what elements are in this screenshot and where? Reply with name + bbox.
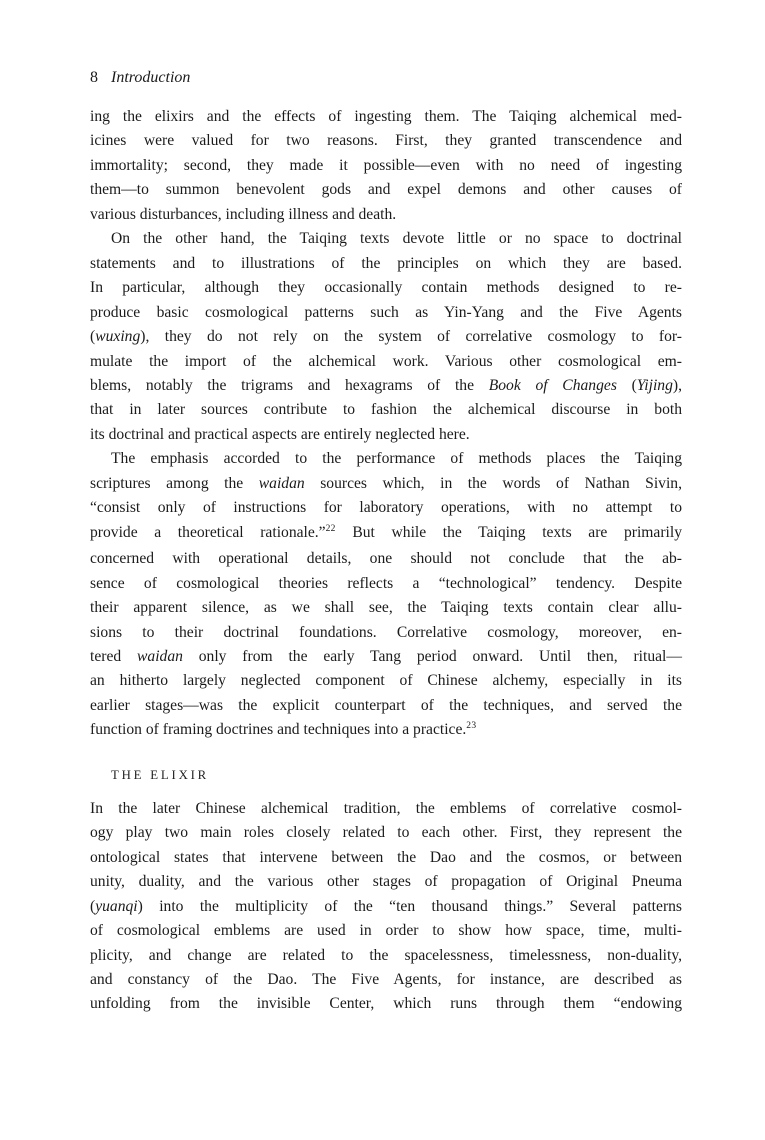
text-line [90,276,682,300]
text-run: and constancy of the Dao. The Five Agents, for instance, are described as [90,970,682,988]
section-heading-the-elixir: THE ELIXIR [111,767,210,782]
text-line [90,105,682,129]
text-run: ( [616,376,637,394]
text-run: icines were valued for two reasons. First, they granted transcendence and [90,132,682,150]
footnote-reference: 23 [466,721,477,732]
text-run: only from the early Tang period onward. Until then, ritual— [182,647,682,665]
text-run: sources which, in the words of Nathan Sivin, [304,474,682,492]
text-run: their apparent silence, as we shall see, the Taiqing texts contain clear allu- [90,599,682,617]
text-line [90,797,682,821]
text-run: scriptures among the [90,474,259,492]
text-run: unfolding from the invisible Center, which runs through them “endowing [90,995,682,1013]
running-header [90,68,682,88]
text-run: ( [90,897,96,915]
italic-term: Yijing [636,376,673,394]
text-line [90,547,682,571]
text-run: In particular, although they occasionally contain methods designed to re- [90,279,682,297]
text-run: various disturbances, including illness and death. [90,205,397,223]
text-column [90,68,682,1017]
text-run: ( [90,328,96,346]
paragraph-taiqing-medicines [90,105,682,227]
text-line [90,252,682,276]
text-run: earlier stages—was the explicit counterpart of the techniques, and served the [90,696,682,714]
text-run: sence of cosmological theories reflects a “technological” tendency. Despite [90,574,682,592]
paragraph-later-tradition [90,797,682,1017]
text-run: ) into the multiplicity of the “ten thousand things.” Several patterns [137,897,682,915]
text-line [90,374,682,398]
text-line [90,645,682,669]
text-run: plicity, and change are related to the spacelessness, timelessness, non-duality, [90,946,682,964]
text-line [90,895,682,919]
text-run: “consist only of instructions for laboratory operations, with no attempt to [90,499,682,517]
text-run: mulate the import of the alchemical work. Various other cosmological em- [90,352,682,370]
text-run: sions to their doctrinal foundations. Correlative cosmology, moreover, en- [90,623,682,641]
text-run: The emphasis accorded to the performance of methods places the Taiqing [111,450,682,468]
text-line [90,846,682,870]
text-line [90,496,682,520]
text-run: On the other hand, the Taiqing texts devote little or no space to doctrinal [111,230,682,248]
footnote-reference: 22 [325,523,336,534]
text-run: unity, duality, and the various other stages of propagation of Original Pneuma [90,873,682,891]
text-line [90,423,682,447]
text-run: concerned with operational details, one should not conclude that the ab- [90,550,682,568]
text-line [90,472,682,496]
text-line [90,178,682,202]
text-run: of cosmological emblems are used in order to show how space, time, multi- [90,922,682,940]
text-run: immortality; second, they made it possible—even with no need of ingesting [90,156,682,174]
text-line [90,821,682,845]
paragraph-emphasis-performance [90,447,682,744]
paragraph-doctrinal-statements [90,227,682,447]
text-line [90,621,682,645]
text-line [90,694,682,718]
running-head-title: Introduction [111,69,191,86]
italic-term: Book of Changes [488,376,617,394]
italic-term: wuxing [95,328,141,346]
text-line [90,968,682,992]
text-run: its doctrinal and practical aspects are entirely neglected here. [90,425,470,443]
text-line [90,944,682,968]
text-line [90,325,682,349]
text-run: tered [90,647,137,665]
italic-term: waidan [137,647,183,665]
text-run: ), [672,376,682,394]
text-run: produce basic cosmological patterns such as Yin-Yang and the Five Agents [90,303,682,321]
text-line [90,596,682,620]
text-line [90,301,682,325]
text-line [90,572,682,596]
text-run: ), they do not rely on the system of correlative cosmology to for- [140,328,682,346]
text-line [90,669,682,693]
text-line [90,154,682,178]
text-run: statements and to illustrations of the principles on which they are based. [90,254,682,272]
text-run: In the later Chinese alchemical tradition, the emblems of correlative cosmol- [90,799,682,817]
text-line [90,203,682,227]
text-run: function of framing doctrines and techniques into a practice. [90,721,467,739]
text-line [90,447,682,471]
text-run: blems, notably the trigrams and hexagrams of the [90,376,489,394]
text-run: But while the Taiqing texts are primarily [335,523,682,541]
text-line [90,398,682,422]
text-line [90,919,682,943]
text-run: provide a theoretical rationale.” [90,523,326,541]
text-run: ontological states that intervene between the Dao and the cosmos, or between [90,848,682,866]
text-run: ing the elixirs and the effects of ingesting them. The Taiqing alchemical med- [90,108,682,125]
text-run: that in later sources contribute to fashion the alchemical discourse in both [90,401,682,419]
text-line [90,350,682,374]
text-line [90,870,682,894]
italic-term: yuanqi [95,897,138,915]
text-line [90,129,682,153]
page-content [90,105,682,1017]
text-line [90,992,682,1016]
text-line [90,227,682,251]
italic-term: waidan [258,474,305,492]
text-line [90,521,682,547]
page-number: 8 [90,69,98,86]
text-run: ogy play two main roles closely related to each other. First, they represent the [90,824,682,842]
text-run: them—to summon benevolent gods and expel demons and other causes of [90,181,682,199]
text-run: an hitherto largely neglected component of Chinese alchemy, especially in its [90,672,682,690]
text-line [90,718,682,744]
